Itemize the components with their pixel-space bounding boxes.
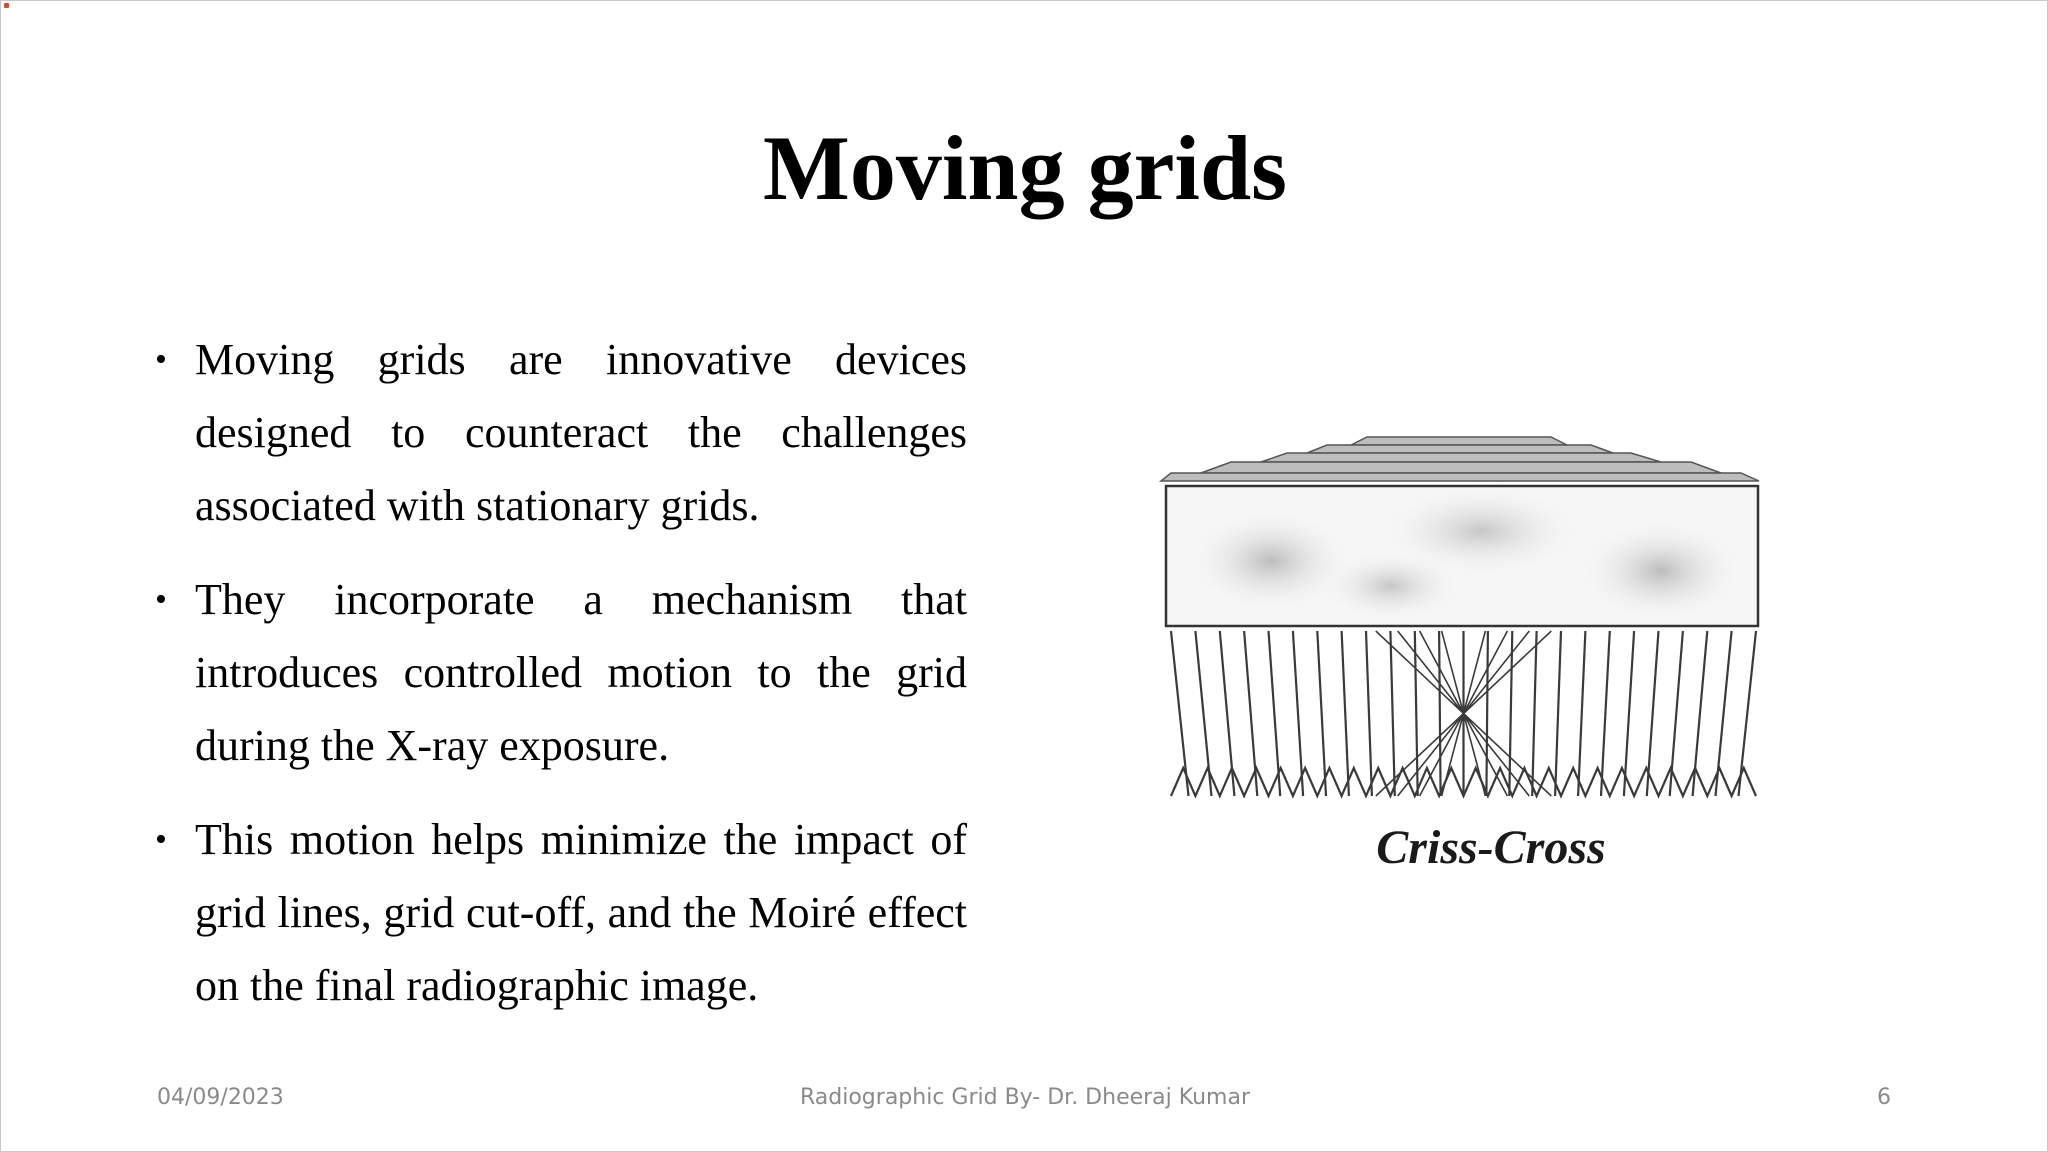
grid-strips — [1171, 631, 1756, 796]
bullet-text: This motion helps minimize the impact of grid lines, grid cut-off, and the Moiré effect on the final radiographic image. — [195, 815, 967, 1010]
bullet-dot-icon: • — [155, 581, 167, 618]
bullet-item — [151, 803, 967, 1022]
footer-date: 04/09/2023 — [157, 1085, 284, 1110]
figure-caption: Criss-Cross — [1376, 821, 1606, 874]
app-icon — [4, 3, 9, 8]
footer-title: Radiographic Grid By- Dr. Dheeraj Kumar — [799, 1085, 1250, 1110]
bullet-dot-icon: • — [155, 341, 167, 378]
grid-cross-strips — [1376, 631, 1552, 796]
bullet-item — [151, 323, 967, 542]
page-number: 6 — [1877, 1085, 1891, 1110]
grid-top-layers — [1161, 437, 1759, 481]
slide-title: Moving grids — [763, 117, 1287, 219]
bullet-text: They incorporate a mechanism that introduces controlled motion to the grid during the X-ray exposure. — [195, 575, 967, 770]
bullet-list — [151, 323, 967, 1043]
bullet-dot-icon: • — [155, 821, 167, 858]
bullet-item — [151, 563, 967, 782]
bullet-text: Moving grids are innovative devices designed to counteract the challenges associated with stationary grids. — [195, 335, 967, 530]
criss-cross-grid-diagram — [1101, 411, 1801, 881]
